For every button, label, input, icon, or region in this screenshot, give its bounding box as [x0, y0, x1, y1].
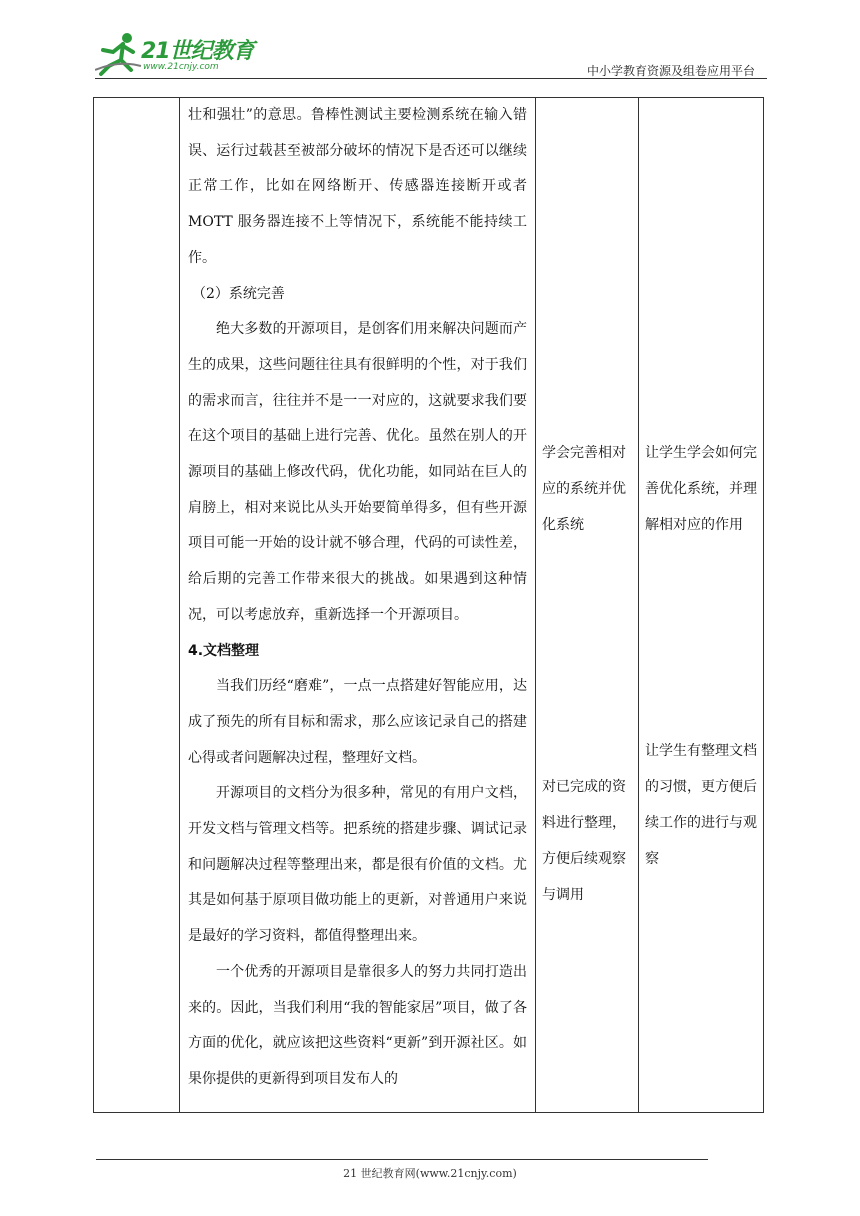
stage-cell	[94, 98, 180, 1113]
logo-url: www.21cnjy.com	[143, 62, 219, 72]
paragraph-community: 一个优秀的开源项目是靠很多人的努力共同打造出来的。因此，当我们利用“我的智能家居”项目，做了各方面的优化，就应该把这些资料“更新”到开源社区。如果你提供的更新得到项目发布人的	[188, 963, 527, 1087]
heading-documentation: 4.文档整理	[188, 642, 260, 659]
header-divider	[95, 78, 767, 79]
lesson-table	[93, 97, 764, 1113]
logo-brand: 21世纪教育	[141, 39, 254, 64]
table-row	[94, 98, 764, 1113]
activity-improve: 学会完善相对应的系统并优化系统	[542, 445, 626, 533]
paragraph-doc-types: 开源项目的文档分为很多种，常见的有用户文档，开发文档与管理文档等。把系统的搭建步骤、调试记录和问题解决过程等整理出来，都是很有价值的文档。尤其是如何基于原项目做功能上的更新，对普通用户来说是最好的学习资料，都值得整理出来。	[188, 785, 527, 945]
page-footer: 21 世纪教育网(www.21cnjy.com)	[343, 1167, 517, 1180]
footer-divider	[96, 1159, 708, 1160]
subheading-system-improve: （2）系统完善	[192, 285, 285, 302]
platform-title: 中小学教育资源及组卷应用平台	[586, 64, 755, 78]
page-header	[95, 30, 767, 78]
paragraph-improve: 绝大多数的开源项目，是创客们用来解决问题而产生的成果，这些问题往往具有很鲜明的个性，对于我们的需求而言，往往并不是一一对应的，这就要求我们要在这个项目的基础上进行完善、优化。虽然在别人的开源项目的基础上修改代码，优化功能，如同站在巨人的肩膀上，相对来说比从头开始要简单得多，但有些开源项目可能一开始的设计就不够合理，代码的可读性差，给后期的完善工作带来很大的挑战。如果遇到这种情况，可以考虑放弃，重新选择一个开源项目。	[188, 321, 527, 623]
intent-cell	[639, 98, 764, 1113]
activity-organize: 对已完成的资料进行整理，方便后续观察与调用	[542, 779, 626, 903]
logo	[95, 30, 265, 78]
runner-logo-icon	[95, 30, 143, 78]
content-cell	[180, 98, 536, 1113]
intent-improve: 让学生学会如何完善优化系统，并理解相对应的作用	[645, 445, 757, 533]
paragraph-doc-intro: 当我们历经“磨难”，一点一点搭建好智能应用，达成了预先的所有目标和需求，那么应该记录自己的搭建心得或者问题解决过程，整理好文档。	[188, 678, 527, 766]
paragraph-robustness: 壮和强壮”的意思。鲁棒性测试主要检测系统在输入错误、运行过载甚至被部分破坏的情况下是否还可以继续正常工作，比如在网络断开、传感器连接断开或者 MOTT 服务器连接不上等情况下，系统能不能持续工作。	[188, 107, 527, 266]
intent-organize: 让学生有整理文档的习惯，更方便后续工作的进行与观察	[645, 743, 757, 867]
activity-cell	[536, 98, 639, 1113]
